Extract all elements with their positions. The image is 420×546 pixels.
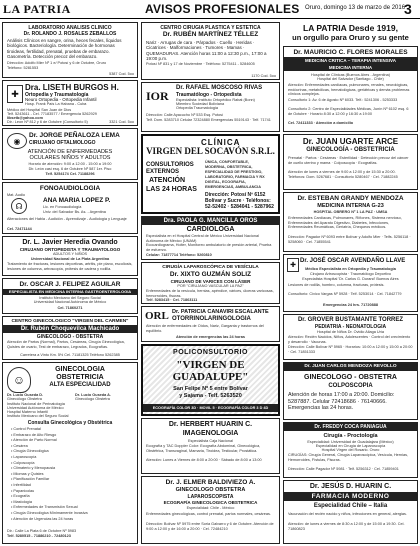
list-item: • Mastología — [11, 499, 32, 504]
ad-huarin-imagenologia: Dr. HERBERT HUARIN C. IMAGENOLOGIA Especialista Caja Nacional Ecografía y TAC Doppler Color: Ecografía Abdominal, Ginecológica, Obstétrica, Transvaginal, Mamaria, Tiroidea, Testicular, Prostática. Atención: Lunes a Viernes de 8:00 a 20:00 · Sábado de 8:00 a 13:00 — [141, 418, 280, 474]
list-item: • Ecografía — [11, 494, 30, 499]
ad-mendoza-revollo: Dr. JUAN CARLOS MENDOZA REVOLLO GINECOLOGO - OBSTETRA COLPOSCOPIA Atención de horas 17:00 a 20:00. Domicilio: 5287887. Celular 72418686 · 76140666. Emergencias las 24 horas. — [283, 362, 418, 420]
page-number: 3 — [404, 1, 412, 17]
ad-ginecologia-obstetricia: ☺ GINECOLOGIA OBSTETRICIA ALTA ESPECIALIDAD Dr. Lucio Ouseda D. Ginecólogo Obstetra Dr. Lucio Ouseda A. Ginecólogo Obstetra Instituto Nacional de Perinatología Universidad Autónoma de México Hospital Materno Infantil Instituto Mexicano del Seguro Social Consulta Ginecológica y Obstétrica • Control Prenatal • Embarazo de Alto Riesgo • Atención de Parto Normal • Cesárea • Cirugía Ginecológica • Laparoscopía • Colposcopía • Climaterio y Menopausia • Miomas y Quistes • Planificación Familiar • Infertilidad • Papanicolau • Ecografía • Mastología • Enfermedades de Transmisión Sexual • Cirugía Ginecológica Mínimamente Invasiva • Atención de Urgencias las 24 horas Dir.: Calle La Plata 6 de Octubre Nº 5983 Telf. 5280515 - 71886210 - 72480123 — [2, 362, 138, 544]
ad-baldiviezo: Dr. J. ELMER BALDIVIEZO A. GINECOLOGO OBSTETRA LAPAROSCOPISTA ECOGRAFÍA GINECOLOGICA OBSTETRICA Especialidad: Chile - México Enfermedades ginecológicas, control prenatal, partos normales, cesáreas. Dirección: Bolívar Nº 5975 entre Soria Galvarro y 6 de Octubre. Atención de 9:00 a 12:00 y de 16:00 a 20:00 · Cel. 72484210 — [141, 476, 280, 544]
section-title: AVISOS PROFESIONALES — [145, 2, 300, 16]
ear-icon: ☊ — [11, 198, 27, 214]
knee-icon: ✚ — [287, 258, 299, 272]
bone-icon: ✚ — [7, 85, 23, 103]
list-item: • Enfermedades de Transmisión Sexual — [11, 505, 78, 510]
ad-virgen-del-carmen: CENTRO GINECOLOGICO "VIRGEN DEL CARMEN" Dr. Rubén Choquevilca Machicado GINECOLOGO - OBSTETRA Atención de Partos (Normal), Partos, Cesáreas, Cirugía Ginecológica, Quistes de ovario, Test de embarazo, Legrados, Ecografías. Carretera a Vinto Km. 5½ Cel. 71181325 Teléfono 5262385 — [2, 316, 138, 360]
ad-penaloza: ◉ Dr. JORGE PEÑALOZA LEMA CIRUJANO OFTALMOLOGO ATENCIÓN DE ENFERMEDADES OCULARES NIÑOS Y ADULTOS Horario de atención: 9:00 a 12:00 - 15:00 a 19:00 Dir. León casi esq. 6 de Octubre Nº 587 1er. Piso Telf. 5254174 Cel. 71188296 — [2, 128, 138, 180]
list-item: • Infertilidad — [11, 482, 31, 487]
ad-ugarte-arce: Dr. JUAN UGARTE ARCE GINECOLOGÍA - OBSTETRICIA Prenatal · Partos · Cesáreas · Esterilidad · Detección precoz del cáncer de cuello uterino y mama · Colposcopía · Ecografías. Atención de lunes a viernes de 9:00 a 12:00 y de 15:30 a 20:00. Teléfonos: Dom. 5267681 · Consultorio 5280467 · Cel. 71882245 — [283, 134, 418, 190]
ad-heredia: Dr. L. Javier Heredia Ovando CIRUJANO ORTOPEDISTA Y TRAUMATOLOGO ADULTOS Y NIÑOS Universidad Nacional de La Plata Argentina Tratamiento de fracturas, lesiones deportivas, artritis, pie plano, escoliosis, lesiones de columna, artroscopía, prótesis de cadera y rodilla. — [2, 236, 138, 276]
list-item: • Atención de Parto Normal — [11, 438, 57, 443]
ad-avendano-llave: ✚ Dr. JOSÉ OSCAR AVENDAÑO LLAVE Médico Especialista en Ortopedia y Traumatología Cirujano Artroscopista · Traumatólogo Deportivo Especialista Hospital 'Dr. Carlos G. Durand' Buenos Aires Lesiones de rodilla, hombro, columna, fracturas, prótesis. Consultorio: Cívico Vargas Nº 5928 · Telf. 5253014 · Cel. 71842779 Emergencias 24 hrs. 71720888 — [283, 254, 418, 312]
baby-icon: ☺ — [7, 367, 31, 393]
ad-coca-paniagua: Dr. FREDDY COCA PANIAGUA Cirugía - Proctología Especialidad: Universidad de Guadalajara (México) Especialidad en Cirugía de Laparoscopía Hospital Virgen del Rosario. Oruro CIRUGÍAS: Cirugía General, Cirugía Laparoscópica, Vesícula, Hernias, Hemorroides, Fístulas, Fisuras. Dirección: Calle Pagador Nº 5981 · Telf. 5256312 · Cel. 71859401 — [283, 422, 418, 478]
page-header — [0, 0, 420, 19]
list-item: • Miomas y Quistes — [11, 471, 44, 476]
issue-date: Oruro, domingo 13 de marzo de 2016 — [305, 5, 406, 11]
list-item: • Control Prenatal — [11, 427, 41, 431]
ad-clinica-virgen-del-socavon: CLÍNICA VIRGEN DEL SOCAVÓN S.R.L. CONSULTORIOS EXTERNOS ATENCIÓN LAS 24 HORAS ÚNICA, CONFORTABLE, MODERNA, OBSTETRICA, ESPECIALIDAD DE PRESTIGIO, LABORATORIO, FARMACIA Y RX DIGITAL, ECOGRAFIA, EMERGENCIAS, AMBULANCIA Dirección: Potosí Nº 6152 Bolívar y Sucre · Teléfonos: 52-52402 · 5284041 - 5287962 — [141, 134, 280, 214]
list-item: • Papanicolau — [11, 488, 35, 493]
ad-felipez: Dr. OSCAR J. FELIPEZ AGUILAR ESPECIALISTA EN MEDICINA INTERNA GASTROENTEROLOGIA Instituto Mexicano del Seguro Social Universidad Nacional Autónoma de México Cel. 71860271 — [2, 278, 138, 314]
ad-fonoaudiologia: FONOAUDIOLOGIA Mat. Audio ☊ ANA MARIA LOPEZ P. Lic. en Fonoaudiología Univ. del Salvador Bs. As. - Argentina Alteraciones del Habla - Audición - Aprendizaje - Audiología y Lenguaje Cel. 72471144 — [2, 182, 138, 234]
ad-flores-morales: Dr. MAURICIO C. FLORES MORALES MEDICINA CRITICA – TERAPIA INTENSIVA MEDICINA INTERNA Hospital de Clínicas (Buenos Aires - Argentina) Hospital del Salvador (Santiago - Chile) Atención: Enfermedades cardíacas, pulmonares, renales, neurológicas, endócrinas, metabólicas, hematológicas, geriátricas y demás problemas clínicos complejos. Consultorio 1: Av. 6 de Agosto Nº 6033. Telf.: 5241306 - 5253333 Consultorio 2: Centro de Especialidades Médicas, Junín Nº 6102 esq. 6 de Octubre · Horario 8:30 a 12:00 y 16:30 a 19:00 Cel. 72411333 · Atención a domicilio — [283, 46, 418, 132]
list-item: • Cesárea — [11, 443, 28, 448]
list-item: • Cirugía Ginecológica Mínimamente Invasiva — [11, 510, 88, 515]
list-item: • Colposcopía — [11, 460, 35, 465]
list-item: • Cirugía Ginecológica — [11, 449, 49, 454]
ad-policonsultorio-guadalupe: POLICONSULTORIO "VIRGEN DE GUADALUPE" San Felipe Nº 5 entre Bolívar y Sajama - Telf. 5263520 ECOGRAFÍA COLOR 3D · MOVIL 5 · ECOGRAFÍA COLOR 3 D 4D — [141, 344, 280, 416]
ad-cirugia-plastica: CENTRO CIRUGIA PLASTICA Y ESTETICA Dr. RUBÉN MARTÍNEZ TÉLLEZ Nariz · Arrugas de cara · Párpados · Cuello · Heridas · Cicatrices · Malformaciones · Tumores · Mamas · QUEMADURAS. Atención horas 11:00 a 12:30 p.m., 17:00 a 19:00 p.m. Potosí Nº 831 y 17 de Noviembre · Teléfono: 5275411 - 5284605 1170 Cod. 5oo — [141, 22, 280, 80]
orl-logo: ORL — [145, 310, 169, 322]
ad-guzman-soliz: CIRUGÍA LAPAROSCÓPICA DE VESÍCULA Dr. XIXTO GUZMÁN SOLIZ CIRUJANO DE VARICES CON LÁSER POR "CIRUJANO VASCULAR LA PAZ" Enfermedades de la vesícula, hernias, apéndice, várices, úlceras varicosas, hemorroides, fisuras. Telf. 5283415 · Cel. 71863111 — [141, 262, 280, 304]
newspaper-name: LA PATRIA — [3, 2, 71, 16]
ad-canaviri: ORL Dr. PATRICIA CANAVIRI ESCALANTE OTORRINOLARINGOLOGIA Atención de enfermedades de Oídos, Nariz, Garganta y trastornos del equilibrio. Atención de emergencias las 24 horas — [141, 306, 280, 342]
services-list — [11, 427, 133, 522]
list-item: • Embarazo de Alto Riesgo — [11, 432, 57, 437]
list-item: • Climaterio y Menopausia — [11, 466, 56, 471]
ad-jesus-huarin: Dr. JESÚS D. HUARIN C. FARMACIA MODERNO Especialidad Chile – Italia Vacunación del recién nacido y niños, infecciones en general, alergias. Atención: de lunes a viernes de 8:30 a 12:00 y de 15:00 a 19:30. Cel. 71860823 — [283, 480, 418, 544]
ad-mancilla: Dra. PAOLA G. MANCILLA OROS CARDIOLOGA Especialista en el Hospital Central de México Universidad Nacional Autónoma de México (UNAM) Ecocardiograma, Holter, Monitoreo ambulatorio de presión arterial, Prueba de esfuerzo. Celular: 71877714 Teléfono: 5260810 — [141, 216, 280, 260]
ad-la-patria-slogan: LA PATRIA Desde 1919, un orgullo para Oruro y su gente — [283, 22, 418, 44]
list-item: • Atención de Urgencias las 24 horas — [11, 516, 74, 521]
ior-logo: IOR — [146, 89, 169, 103]
ad-bustamante-torrez: Dr. GROVER BUSTAMANTE TORREZ PEDIATRIA - NEONATOLOGIA Hospital de Niños Dr. Ovidio Aliaga Uría Atención: Recién Nacidos, Niños, Adolescentes · Control del crecimiento y desarrollo · Vacunas. Dirección: Calle Bolívar Nº 5965 · Horarios: 10:00 a 12:00 y 15:00 a 20:00 · Cel. 71851333 — [283, 314, 418, 360]
eye-icon: ◉ — [7, 133, 27, 149]
ad-grandy-mendoza: Dr. ESTEBAN GRANDY MENDOZA MEDICINA INTERNA G-23 HOSPITAL OBRERO Nº 1 LA PAZ · UMSA Enfermedades Cardíacas, Pulmonares, Riñones, Sistema nervioso, Enfermedades del Aparato Digestivo, Diabetes, Infecciones, Enfermedades Reumáticas, Geriatría, Chequeos médicos. Dirección: Pagador Nº 6093 entre Bolívar y Adolfo Mier · Telfs. 5256118 · 5258060 · Cel. 71855541 — [283, 192, 418, 252]
ad-burgos: ✚ Dra. LISETH BURGOS H. Ortopedia y Traumatología Neuro Ortopedia - Ortopedia Infantil Hosp. Frank País La Habana - Cuba Médico del Hospital San Juan de Dios Telf. 5243611 - Cel. 77183577 / Emergencia 5262929 libsetb@yahoo.com Dir.: Leon Nº 812 y 6 de Octubre (Consultorio 5) 3321 Cod. 5oo — [2, 80, 138, 126]
list-item: • Laparoscopía — [11, 454, 37, 459]
ad-moscoso: IOR Dr. RAFAEL MOSCOSO RIVAS Traumatólogo - Ortopedista Especialista: Instituto Ortopédico Rabat (Bonn) Miembro Sociedad Boliviana Ortopedia Traumatología Dirección: Calle Ayacucho Nº 533 Esq. Potosí Telf. Dom. 5283710 Celular 72324880 Emergencias 5519143 · Telf. 71741 — [141, 82, 280, 132]
list-item: • Planificación Familiar — [11, 477, 50, 482]
ad-laboratorio: LABORATORIO ANALISIS CLINICO Dr. ROLANDO J. ROSALES ZEBALLOS Análisis Clínicos en sangre, orina, heces fecales, líquidos biológicos. Bacteriología. Determinación de hormonas tiroideas, fertilidad, prenatal, pruebas de embarazo. Gasometría. Detección precoz del embarazo. Dirección: Adolfo Mier Nº 1 e/ Potosí y 6 de Octubre, Oruro Teléfono: 5281553 5387 Cod. 5oo — [2, 22, 138, 78]
